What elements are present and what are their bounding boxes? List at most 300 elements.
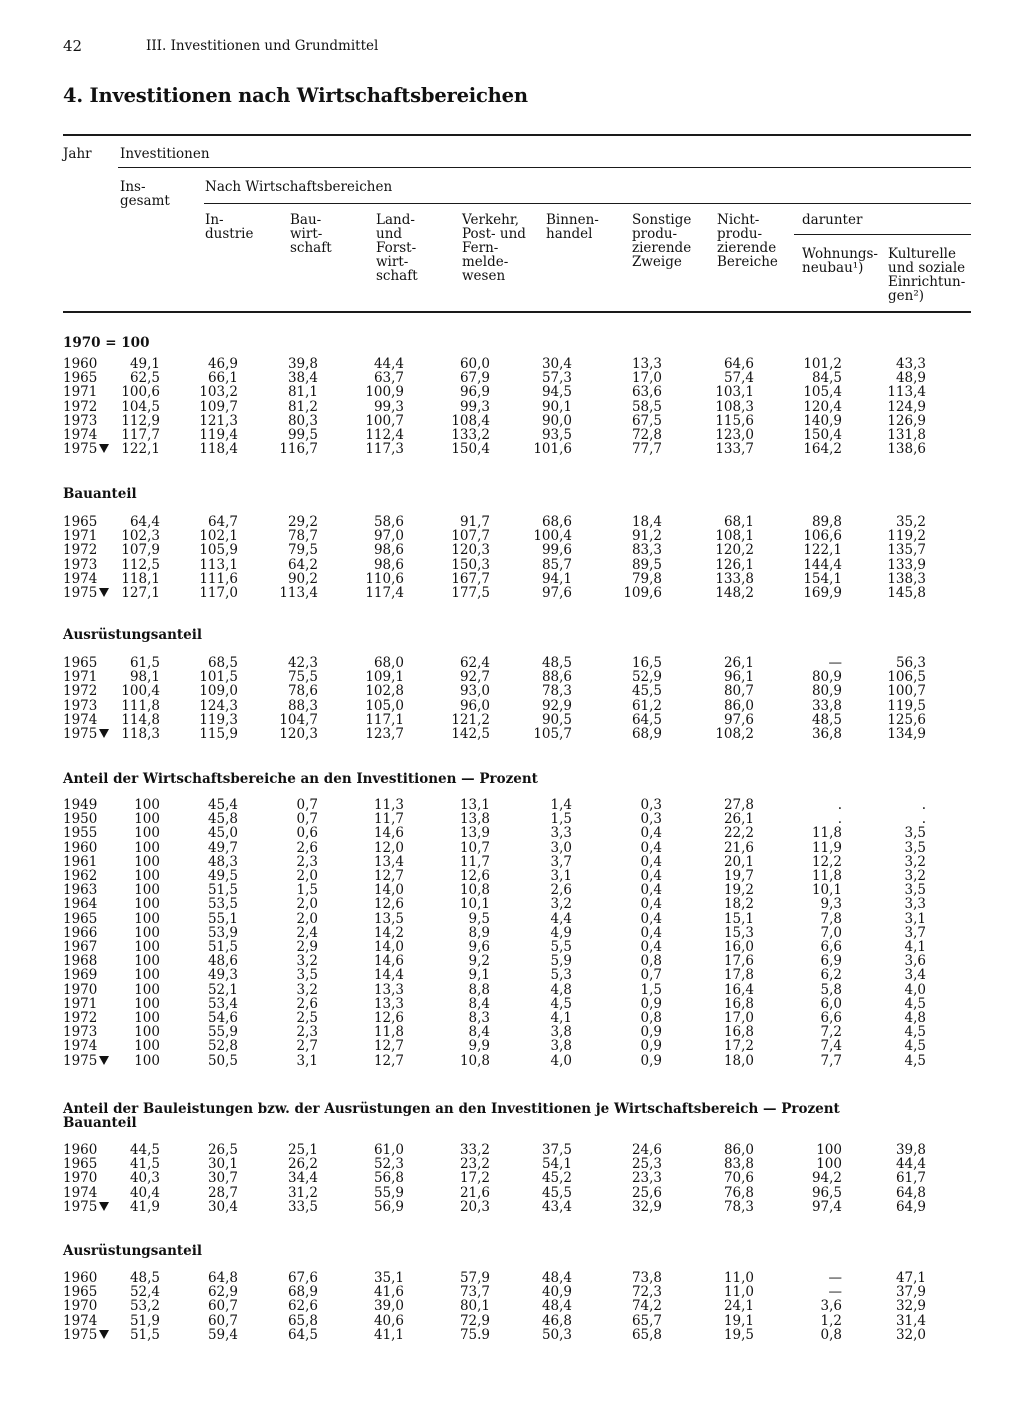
table-cell: 0,4 [640, 939, 662, 955]
table-cell: 7,4 [820, 1038, 842, 1054]
table-cell: 109,7 [199, 399, 238, 415]
table-cell: 113,1 [199, 557, 238, 573]
table-cell: 0,8 [640, 953, 662, 969]
table-cell: 40,6 [373, 1313, 404, 1329]
table-cell: 91,2 [631, 528, 662, 544]
table-cell: 64,8 [895, 1185, 926, 1201]
table-cell: 17,2 [459, 1170, 490, 1186]
table-cell: 4,9 [550, 925, 572, 941]
table-cell: 40,9 [541, 1284, 572, 1300]
year-label: 1969 [63, 967, 98, 983]
table-cell: 90,0 [541, 413, 572, 429]
table-cell: 16,4 [723, 982, 754, 998]
table-cell: 3,7 [904, 925, 926, 941]
table-cell: 106,5 [887, 669, 926, 685]
year-label: 1975 [63, 441, 98, 457]
table-cell: 73,8 [631, 1270, 662, 1286]
table-cell: 105,9 [199, 542, 238, 558]
table-cell: 26,1 [723, 655, 754, 671]
table-cell: 100 [816, 1142, 842, 1158]
table-cell: 164,2 [803, 441, 842, 457]
table-cell: 16,8 [723, 996, 754, 1012]
year-label: 1975 [63, 1053, 98, 1069]
table-cell: 13,3 [373, 996, 404, 1012]
table-cell: 23,2 [459, 1156, 490, 1172]
table-cell: 45,4 [207, 797, 238, 813]
table-cell: 10,7 [459, 840, 490, 856]
table-cell: 133,2 [451, 427, 490, 443]
table-cell: 86,0 [723, 1142, 754, 1158]
table-cell: 100 [134, 939, 160, 955]
table-cell: 3,6 [904, 953, 926, 969]
table-cell: 0,4 [640, 868, 662, 884]
table-cell: 123,0 [715, 427, 754, 443]
table-cell: 25,6 [631, 1185, 662, 1201]
table-cell: 62,5 [129, 370, 160, 386]
table-cell: 61,5 [129, 655, 160, 671]
table-cell: 83,8 [723, 1156, 754, 1172]
table-cell: 58,6 [373, 514, 404, 530]
table-cell: 91,7 [459, 514, 490, 530]
table-cell: 20,3 [459, 1199, 490, 1215]
table-cell: 100 [134, 896, 160, 912]
table-cell: 40,4 [129, 1185, 160, 1201]
table-cell: 55,1 [207, 911, 238, 927]
table-cell: 2,7 [296, 1038, 318, 1054]
header-col-kulturelle: Kulturelle und soziale Einrichtun- gen²) [888, 246, 966, 304]
table-cell: 13,1 [459, 797, 490, 813]
year-label: 1974 [63, 1313, 98, 1329]
table-cell: 78,6 [287, 683, 318, 699]
table-cell: 3,3 [904, 896, 926, 912]
year-label: 1973 [63, 557, 98, 573]
table-cell: 138,3 [887, 571, 926, 587]
table-cell: 21,6 [723, 840, 754, 856]
table-cell: 134,9 [887, 726, 926, 742]
table-cell: 123,7 [365, 726, 404, 742]
table-cell: 133,8 [715, 571, 754, 587]
table-cell: 65,8 [287, 1313, 318, 1329]
table-cell: 102,3 [121, 528, 160, 544]
year-label: 1974 [63, 712, 98, 728]
table-cell: 53,2 [129, 1298, 160, 1314]
table-cell: 100 [134, 868, 160, 884]
table-cell: 32,9 [631, 1199, 662, 1215]
table-cell: 100,4 [533, 528, 572, 544]
table-cell: . [921, 797, 926, 813]
table-cell: 154,1 [803, 571, 842, 587]
table-cell: 57,4 [723, 370, 754, 386]
table-cell: 2,6 [296, 996, 318, 1012]
table-cell: 25,3 [631, 1156, 662, 1172]
table-cell: 100 [134, 925, 160, 941]
year-label: 1965 [63, 911, 98, 927]
table-cell: 57,9 [459, 1270, 490, 1286]
table-cell: 9,3 [820, 896, 842, 912]
table-cell: 17,8 [723, 967, 754, 983]
table-cell: 100 [134, 1053, 160, 1069]
table-cell: 34,4 [287, 1170, 318, 1186]
table-cell: 177,5 [451, 585, 490, 601]
table-cell: 124,9 [887, 399, 926, 415]
table-cell: 41,6 [373, 1284, 404, 1300]
header-col-land-forst: Land- und Forst- wirt- schaft [376, 212, 418, 284]
table-cell: 19,5 [723, 1327, 754, 1343]
table-cell: 83,3 [631, 542, 662, 558]
table-cell: 108,3 [715, 399, 754, 415]
table-cell: 31,4 [895, 1313, 926, 1329]
table-cell: 42,3 [287, 655, 318, 671]
table-cell: 121,2 [451, 712, 490, 728]
table-cell: 0,3 [640, 797, 662, 813]
table-cell: 10,8 [459, 882, 490, 898]
table-cell: 2,0 [296, 911, 318, 927]
table-cell: 80,1 [459, 1298, 490, 1314]
table-cell: 1,5 [640, 982, 662, 998]
table-cell: 49,1 [129, 356, 160, 372]
table-cell: 28,7 [207, 1185, 238, 1201]
table-cell: 17,2 [723, 1038, 754, 1054]
table-cell: 2,9 [296, 939, 318, 955]
header-col-wohnungsneubau: Wohnungs- neubau¹) [802, 246, 878, 276]
table-cell: 11,7 [459, 854, 490, 870]
table-cell: 79,8 [631, 571, 662, 587]
top-rule [63, 134, 971, 136]
table-cell: 103,2 [199, 384, 238, 400]
table-cell: 25,1 [287, 1142, 318, 1158]
table-cell: 10,1 [459, 896, 490, 912]
table-cell: 37,9 [895, 1284, 926, 1300]
table-cell: 100,9 [365, 384, 404, 400]
table-cell: — [828, 1270, 842, 1286]
table-cell: 119,5 [887, 698, 926, 714]
table-cell: 100 [134, 996, 160, 1012]
table-cell: 100,6 [121, 384, 160, 400]
table-cell: 46,9 [207, 356, 238, 372]
table-cell: 63,6 [631, 384, 662, 400]
table-cell: 4,5 [904, 1024, 926, 1040]
table-cell: 64,5 [631, 712, 662, 728]
table-cell: 10,1 [811, 882, 842, 898]
table-cell: 111,6 [199, 571, 238, 587]
table-cell: 14,6 [373, 953, 404, 969]
table-cell: 119,3 [199, 712, 238, 728]
table-cell: 3,2 [904, 868, 926, 884]
table-cell: 18,0 [723, 1053, 754, 1069]
table-cell: 2,4 [296, 925, 318, 941]
table-cell: 14,2 [373, 925, 404, 941]
table-cell: 78,3 [541, 683, 572, 699]
table-cell: 26,5 [207, 1142, 238, 1158]
table-cell: 6,6 [820, 1010, 842, 1026]
table-cell: 68,1 [723, 514, 754, 530]
table-cell: 0,4 [640, 925, 662, 941]
table-cell: 48,4 [541, 1270, 572, 1286]
table-cell: 9,6 [468, 939, 490, 955]
year-label: 1971 [63, 669, 98, 685]
table-cell: 29,2 [287, 514, 318, 530]
table-cell: 81,1 [287, 384, 318, 400]
header-investitionen: Investitionen [120, 146, 210, 162]
table-cell: 68,9 [287, 1284, 318, 1300]
year-label: 1960 [63, 1142, 98, 1158]
table-cell: . [837, 811, 842, 827]
table-cell: 64,6 [723, 356, 754, 372]
header-col-bauwirtschaft: Bau- wirt- schaft [290, 212, 332, 256]
table-cell: 68,5 [207, 655, 238, 671]
table-cell: 61,7 [895, 1170, 926, 1186]
table-cell: 35,1 [373, 1270, 404, 1286]
table-cell: 19,7 [723, 868, 754, 884]
table-cell: 109,6 [623, 585, 662, 601]
table-cell: 64,9 [895, 1199, 926, 1215]
year-label: 1960 [63, 356, 98, 372]
table-cell: 30,4 [207, 1199, 238, 1215]
table-cell: 3,1 [904, 911, 926, 927]
table-cell: 13,9 [459, 825, 490, 841]
year-label: 1971 [63, 528, 98, 544]
table-cell: 52,4 [129, 1284, 160, 1300]
table-cell: 19,2 [723, 882, 754, 898]
header-col-industrie: In- dustrie [205, 212, 254, 242]
table-cell: 48,4 [541, 1298, 572, 1314]
table-cell: 5,3 [550, 967, 572, 983]
table-cell: 0,6 [296, 825, 318, 841]
table-cell: 3,5 [904, 882, 926, 898]
table-title: 4. Investitionen nach Wirtschaftsbereichen [63, 84, 528, 107]
table-cell: 119,2 [887, 528, 926, 544]
table-cell: 7,2 [820, 1024, 842, 1040]
table-cell: 5,8 [820, 982, 842, 998]
table-cell: 12,6 [373, 1010, 404, 1026]
table-cell: 44,5 [129, 1142, 160, 1158]
table-cell: 68,9 [631, 726, 662, 742]
header-darunter: darunter [802, 212, 863, 228]
table-cell: 105,0 [365, 698, 404, 714]
table-cell: 78,3 [723, 1199, 754, 1215]
table-cell: 33,2 [459, 1142, 490, 1158]
table-cell: 80,9 [811, 669, 842, 685]
year-label: 1950 [63, 811, 98, 827]
table-cell: 107,7 [451, 528, 490, 544]
table-cell: 4,5 [904, 1053, 926, 1069]
table-cell: 99,3 [459, 399, 490, 415]
table-cell: 47,1 [895, 1270, 926, 1286]
table-cell: 90,5 [541, 712, 572, 728]
table-cell: 11,3 [373, 797, 404, 813]
table-cell: 18,4 [631, 514, 662, 530]
header-rule-darunter [794, 234, 971, 235]
table-cell: 4,0 [904, 982, 926, 998]
table-cell: 81,2 [287, 399, 318, 415]
year-label: 1973 [63, 1024, 98, 1040]
year-label: 1965 [63, 1284, 98, 1300]
table-cell: 22,2 [723, 825, 754, 841]
table-cell: 2,0 [296, 868, 318, 884]
table-cell: 106,6 [803, 528, 842, 544]
table-cell: 3,7 [550, 854, 572, 870]
table-cell: 103,1 [715, 384, 754, 400]
table-cell: 117,1 [365, 712, 404, 728]
year-label: 1971 [63, 384, 98, 400]
table-cell: 80,3 [287, 413, 318, 429]
table-cell: 100,4 [121, 683, 160, 699]
header-col-nichtproduzierende: Nicht- produ- zierende Bereiche [717, 212, 778, 270]
table-cell: 117,4 [365, 585, 404, 601]
table-cell: 2,3 [296, 1024, 318, 1040]
year-label: 1971 [63, 996, 98, 1012]
table-cell: 33,5 [287, 1199, 318, 1215]
table-cell: 51,5 [207, 939, 238, 955]
table-cell: 140,9 [803, 413, 842, 429]
table-cell: 62,6 [287, 1298, 318, 1314]
table-cell: 94,5 [541, 384, 572, 400]
table-cell: 0,3 [640, 811, 662, 827]
table-cell: 115,6 [715, 413, 754, 429]
table-cell: 45,5 [631, 683, 662, 699]
section-heading: Bauanteil [63, 486, 137, 502]
table-cell: 13,5 [373, 911, 404, 927]
table-cell: 16,5 [631, 655, 662, 671]
table-cell: 45,5 [541, 1185, 572, 1201]
table-cell: 118,1 [121, 571, 160, 587]
table-cell: 0,4 [640, 882, 662, 898]
table-cell: 14,6 [373, 825, 404, 841]
table-cell: 12,7 [373, 868, 404, 884]
table-cell: 101,5 [199, 669, 238, 685]
table-cell: 12,7 [373, 1053, 404, 1069]
table-cell: 48,5 [129, 1270, 160, 1286]
table-cell: 48,5 [541, 655, 572, 671]
table-cell: 92,9 [541, 698, 572, 714]
table-cell: 144,4 [803, 557, 842, 573]
table-cell: 27,8 [723, 797, 754, 813]
table-cell: 43,4 [541, 1199, 572, 1215]
table-cell: 99,3 [373, 399, 404, 415]
table-cell: 0,8 [820, 1327, 842, 1343]
table-cell: 117,7 [121, 427, 160, 443]
table-cell: 60,7 [207, 1298, 238, 1314]
table-cell: 98,6 [373, 557, 404, 573]
table-cell: 124,3 [199, 698, 238, 714]
table-cell: 97,6 [541, 585, 572, 601]
year-label: 1974 [63, 571, 98, 587]
table-cell: 0,7 [296, 811, 318, 827]
table-cell: 52,8 [207, 1038, 238, 1054]
section-heading: 1970 = 100 [63, 335, 150, 351]
table-cell: 3,8 [550, 1024, 572, 1040]
table-cell: 3,2 [296, 953, 318, 969]
table-cell: 11,7 [373, 811, 404, 827]
table-cell: 13,4 [373, 854, 404, 870]
table-cell: 0,4 [640, 911, 662, 927]
table-cell: 49,3 [207, 967, 238, 983]
table-cell: 120,3 [279, 726, 318, 742]
table-cell: 51,5 [129, 1327, 160, 1343]
table-cell: 96,1 [723, 669, 754, 685]
table-cell: 150,4 [451, 441, 490, 457]
table-cell: 4,5 [904, 996, 926, 1012]
table-cell: 88,3 [287, 698, 318, 714]
table-cell: 97,6 [723, 712, 754, 728]
table-cell: 76,8 [723, 1185, 754, 1201]
table-cell: 118,4 [199, 441, 238, 457]
table-cell: 74,2 [631, 1298, 662, 1314]
table-cell: 62,9 [207, 1284, 238, 1300]
table-cell: 167,7 [451, 571, 490, 587]
table-cell: 2,3 [296, 854, 318, 870]
table-cell: 78,7 [287, 528, 318, 544]
table-cell: 67,9 [459, 370, 490, 386]
table-cell: 37,5 [541, 1142, 572, 1158]
table-cell: 121,3 [199, 413, 238, 429]
table-cell: 113,4 [279, 585, 318, 601]
table-cell: 23,3 [631, 1170, 662, 1186]
table-cell: 56,8 [373, 1170, 404, 1186]
table-cell: 115,9 [199, 726, 238, 742]
year-label: 1963 [63, 882, 98, 898]
table-cell: 100 [134, 1010, 160, 1026]
table-cell: 65,7 [631, 1313, 662, 1329]
page-number: 42 [63, 37, 83, 55]
table-cell: 50,3 [541, 1327, 572, 1343]
table-cell: 109,1 [365, 669, 404, 685]
table-cell: 12,6 [373, 896, 404, 912]
table-cell: 125,6 [887, 712, 926, 728]
table-cell: 0,4 [640, 896, 662, 912]
table-cell: 30,7 [207, 1170, 238, 1186]
table-cell: 66,1 [207, 370, 238, 386]
table-cell: 104,7 [279, 712, 318, 728]
table-cell: 98,6 [373, 542, 404, 558]
table-cell: 0,8 [640, 1010, 662, 1026]
table-cell: 75.9 [459, 1327, 490, 1343]
table-cell: 2,6 [296, 840, 318, 856]
table-cell: 49,7 [207, 840, 238, 856]
table-cell: 9,2 [468, 953, 490, 969]
table-cell: 48,3 [207, 854, 238, 870]
year-label: 1974 [63, 1038, 98, 1054]
table-cell: 96,0 [459, 698, 490, 714]
table-cell: 133,7 [715, 441, 754, 457]
section-subheading: Bauanteil [63, 1115, 137, 1131]
table-cell: 145,8 [887, 585, 926, 601]
table-cell: 89,5 [631, 557, 662, 573]
table-cell: 108,4 [451, 413, 490, 429]
year-label: 1960 [63, 840, 98, 856]
year-label: 1970 [63, 1298, 98, 1314]
table-cell: 2,0 [296, 896, 318, 912]
table-cell: 8,4 [468, 996, 490, 1012]
table-cell: 4,0 [550, 1053, 572, 1069]
table-cell: 97,0 [373, 528, 404, 544]
table-cell: 3,2 [296, 982, 318, 998]
table-cell: 102,8 [365, 683, 404, 699]
table-cell: 9,1 [468, 967, 490, 983]
table-cell: 56,9 [373, 1199, 404, 1215]
table-cell: 1,5 [296, 882, 318, 898]
table-cell: 61,0 [373, 1142, 404, 1158]
table-cell: 98,1 [129, 669, 160, 685]
table-cell: 17,0 [631, 370, 662, 386]
table-cell: 72,8 [631, 427, 662, 443]
year-label: 1972 [63, 399, 98, 415]
table-cell: 3,3 [550, 825, 572, 841]
table-cell: 100 [134, 967, 160, 983]
year-label: 1965 [63, 655, 98, 671]
table-cell: 55,9 [207, 1024, 238, 1040]
table-cell: 126,9 [887, 413, 926, 429]
